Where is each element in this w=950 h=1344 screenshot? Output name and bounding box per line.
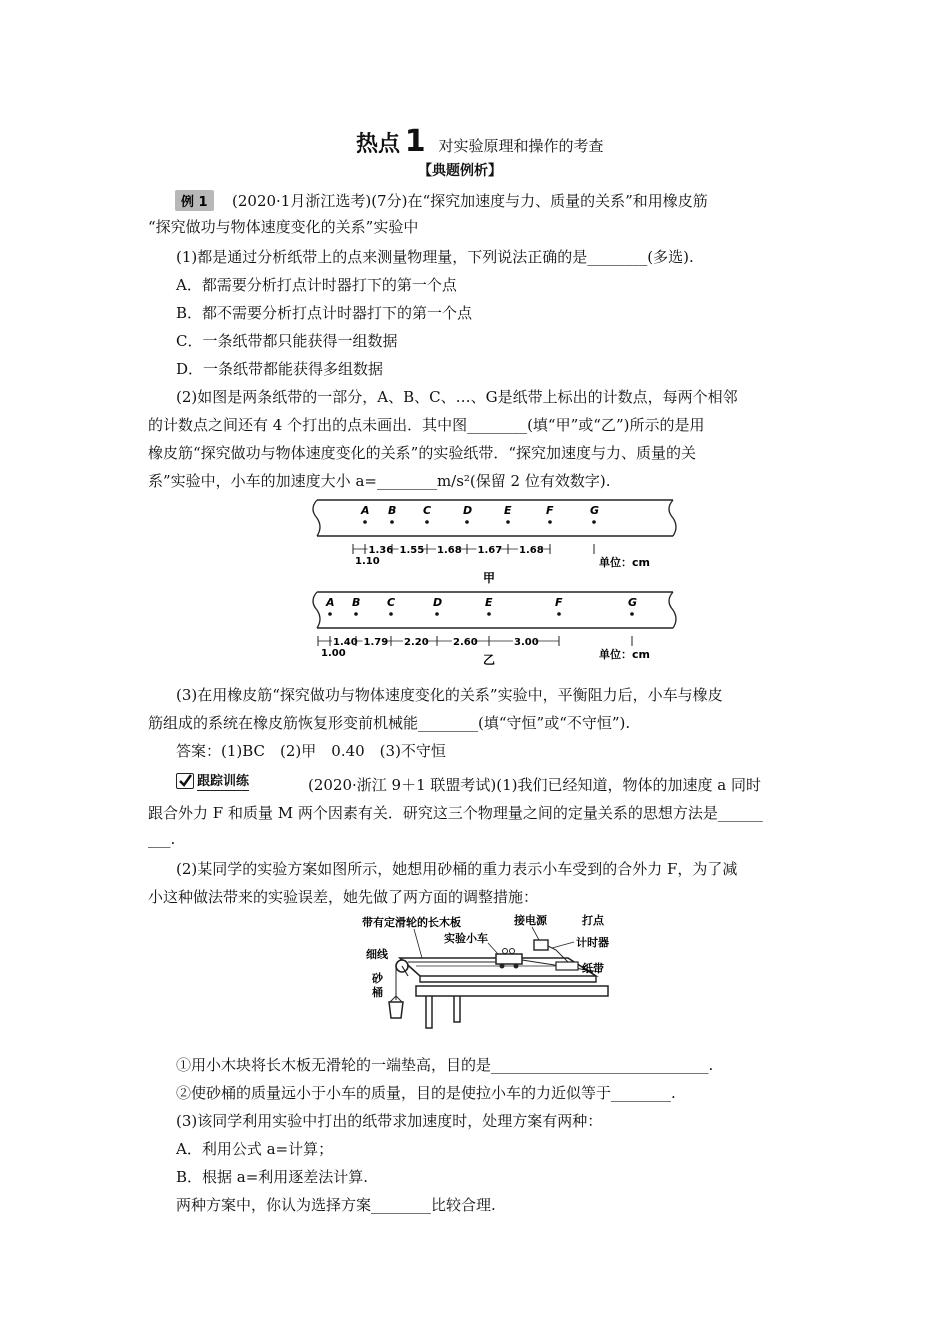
title-number: 1 [404, 124, 426, 159]
option-c: C．一条纸带都只能获得一组数据 [176, 332, 398, 350]
tape-point-label: F [546, 504, 554, 517]
dim-label: 1.55 [399, 545, 425, 556]
tape-point-dot [557, 612, 561, 616]
tape-point-label: C [387, 596, 396, 609]
timer-label-2: 计时器 [576, 936, 609, 949]
followup-badge [176, 770, 249, 793]
tape-point-label: A [326, 596, 335, 609]
followup-option-a: A．利用公式 a=计算； [176, 1140, 334, 1158]
tape-point-dot [506, 520, 510, 524]
timer [534, 940, 548, 950]
question-3-line-1: (3)在用橡皮筋“探究做功与物体速度变化的关系”实验中，平衡阻力后，小车与橡皮 [176, 686, 723, 704]
bucket-label-1: 砂 [372, 972, 383, 985]
tape-point-label: E [504, 504, 512, 517]
dim-label: 3.00 [514, 637, 539, 648]
tape-point-dot [487, 612, 491, 616]
tape-point-dot [328, 612, 332, 616]
timer-label-1: 打点 [582, 914, 604, 927]
tape-point-dot [548, 520, 552, 524]
tape-point-dot [389, 612, 393, 616]
followup-q2-line-1: (2)某同学的实验方案如图所示，她想用砂桶的重力表示小车受到的合外力 F，为了减 [176, 860, 738, 878]
string-label: 细线 [366, 948, 388, 961]
tape-point-label: D [433, 596, 443, 609]
example-badge [175, 190, 214, 211]
tape-point-dot [363, 520, 367, 524]
question-2-line-1: (2)如图是两条纸带的一部分，A、B、C、…、G是纸带上标出的计数点，每两个相邻 [176, 388, 738, 406]
board-label: 带有定滑轮的长木板 [362, 916, 461, 929]
tape-point-dot [425, 520, 429, 524]
tape-point-label: D [463, 504, 473, 517]
tape-point-dot [390, 520, 394, 524]
option-d: D．一条纸带都能获得多组数据 [176, 360, 384, 378]
section-heading: 【典题例析】 [418, 163, 502, 179]
car-label: 实验小车 [444, 932, 488, 945]
tape-point-label: G [590, 504, 600, 517]
tape-yi-caption: 乙 [483, 653, 496, 666]
dim-label: 1.36 [368, 545, 394, 556]
power-label: 接电源 [514, 914, 547, 927]
example-badge-label: 例 1 [175, 190, 214, 211]
apparatus-diagram [356, 910, 614, 1032]
tape-point-label: B [388, 504, 397, 517]
paper-tape-figure [305, 494, 680, 666]
dim-label: 1.79 [363, 637, 389, 648]
followup-final: 两种方案中，你认为选择方案________比较合理. [176, 1196, 496, 1214]
followup-option-b: B．根据 a=利用逐差法计算. [176, 1168, 369, 1186]
check-icon [176, 773, 194, 789]
dim-label: 1.10 [355, 556, 380, 567]
question-1: (1)都是通过分析纸带上的点来测量物理量，下列说法正确的是________(多选). [176, 248, 694, 266]
followup-intro-2: 跟合外力 F 和质量 M 两个因素有关．研究这三个物理量之间的定量关系的思想方法是______ [148, 804, 763, 822]
question-3-line-2: 筋组成的系统在橡皮筋恢复形变前机械能________(填“守恒”或“不守恒”). [148, 714, 631, 732]
tape-label: 纸带 [582, 962, 604, 975]
tape-yi-unit: 单位：cm [599, 648, 650, 661]
followup-intro-3: ___. [148, 830, 176, 848]
question-2-line-2: 的计数点之间还有 4 个打出的点未画出．其中图________(填“甲”或“乙”)所示的是用 [148, 416, 705, 434]
answer: 答案：(1)BC (2)甲 0.40 (3)不守恒 [176, 742, 446, 760]
table-leg [426, 996, 432, 1028]
title-word: 热点 [356, 132, 401, 157]
tape-jia [313, 500, 676, 585]
followup-item-1: ①用小木块将长木板无滑轮的一端垫高，目的是_____________________________. [176, 1056, 714, 1074]
example-intro-2: “探究做功与物体速度变化的关系”实验中 [148, 218, 419, 236]
dim-label: 1.68 [437, 545, 462, 556]
dim-label: 1.67 [477, 545, 503, 556]
tape-point-dot [435, 612, 439, 616]
question-2-line-4: 系”实验中，小车的加速度大小 a=________m/s²(保留 2 位有效数字). [148, 472, 611, 490]
bucket-label-2: 桶 [372, 986, 383, 999]
tape-point-label: G [628, 596, 638, 609]
tape-yi [313, 592, 676, 666]
tape-point-label: C [423, 504, 432, 517]
dim-label: 2.20 [404, 637, 429, 648]
cart [496, 954, 522, 964]
tape-point-label: E [485, 596, 493, 609]
tape-jia-unit: 单位：cm [599, 556, 650, 569]
dim-label: 1.68 [519, 545, 544, 556]
dim-label: 2.60 [453, 637, 478, 648]
followup-q3: (3)该同学利用实验中打出的纸带求加速度时，处理方案有两种： [176, 1112, 603, 1130]
page-title [356, 124, 603, 159]
question-2-line-3: 橡皮筋“探究做功与物体速度变化的关系”的实验纸带．“探究加速度与力、质量的关 [148, 444, 697, 462]
dim-label: 1.00 [321, 648, 346, 659]
tape-point-label: A [361, 504, 370, 517]
title-subtitle: 对实验原理和操作的考查 [438, 137, 604, 155]
followup-item-2: ②使砂桶的质量远小于小车的质量，目的是使拉小车的力近似等于________. [176, 1084, 676, 1102]
tape-point-dot [354, 612, 358, 616]
tape-point-label: F [555, 596, 563, 609]
table-top [416, 986, 608, 996]
tape-point-dot [592, 520, 596, 524]
tape-point-label: B [352, 596, 361, 609]
dim-label: 1.40 [333, 637, 358, 648]
tape-jia-caption: 甲 [483, 571, 496, 585]
followup-intro-1: (2020·浙江 9＋1 联盟考试)(1)我们已经知道，物体的加速度 a 同时 [308, 776, 761, 794]
example-intro-1: (2020·1月浙江选考)(7分)在“探究加速度与力、质量的关系”和用橡皮筋 [232, 192, 708, 210]
option-b: B．都不需要分析打点计时器打下的第一个点 [176, 304, 473, 322]
followup-badge-label: 跟踪训练 [197, 770, 249, 791]
sand-bucket [389, 1002, 403, 1018]
tape-point-dot [630, 612, 634, 616]
option-a: A．都需要分析打点计时器打下的第一个点 [176, 276, 457, 294]
tape-point-dot [465, 520, 469, 524]
table-leg [454, 996, 460, 1022]
followup-q2-line-2: 小这种做法带来的实验误差，她先做了两方面的调整措施： [148, 888, 539, 906]
